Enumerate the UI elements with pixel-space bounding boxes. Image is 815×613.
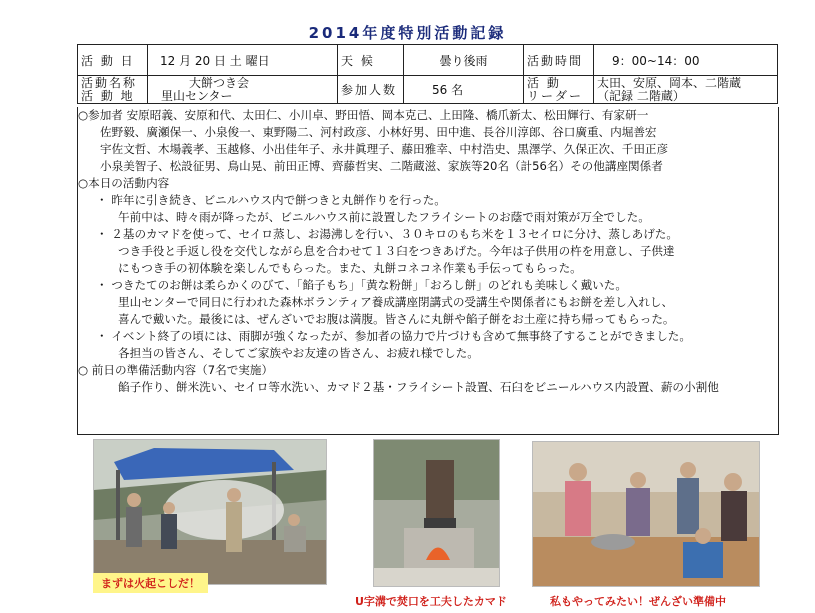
participants-line: 小泉美智子、松設征男、鳥山晃、前田正博、齊藤哲実、二階蔵滋、家族等20名（計56名）その他講座関係者 xyxy=(100,159,663,173)
page-title: 2014年度特別活動記録 xyxy=(308,24,507,42)
activity-line: ・ ２基のカマドを使って、セイロ蒸し、お湯沸しを行い、３０キロのもち米を１３セイロに分け、蒸しあげた。 xyxy=(96,227,678,241)
activity-name-values xyxy=(148,76,338,104)
caption-zenzai-preparation: 私もやってみたい！ぜんざい準備中 xyxy=(550,595,726,608)
leader-labels xyxy=(524,76,594,104)
weather-label: 天 候 xyxy=(338,45,404,76)
activity-line: にもつき手の初体験を楽しんでもらった。また、丸餅コネコネ作業も手伝ってもらった。 xyxy=(118,261,582,275)
participants-line: 宇佐文哲、木場義孝、玉越修、小出佳年子、永井眞理子、藤田雅幸、中村浩史、黒澤学、久保正次、千田正彦 xyxy=(100,142,669,156)
caption-kamado-stove: U字溝で焚口を工夫したカマド xyxy=(355,595,507,608)
time-value: 9：00~14：00 xyxy=(594,45,778,76)
activity-heading: ○本日の活動内容 xyxy=(78,176,170,190)
activity-line: ・ 昨年に引き続き、ビニルハウス内で餅つきと丸餅作りを行った。 xyxy=(96,193,446,207)
participants-line: 佐野毅、廣瀬保一、小泉俊一、東野陽二、河村政彦、小林好男、田中進、長谷川淳郎、谷口廣重、内堀善宏 xyxy=(100,125,657,139)
photo-kamado-stove xyxy=(373,439,500,587)
activity-line: ・ イベント終了の頃には、雨脚が強くなったが、参加者の協力で片づけも含めて無事終了することができました。 xyxy=(96,329,691,343)
activity-place-value: 里山センター xyxy=(161,88,233,103)
leader-label-bottom: リーダー xyxy=(527,88,584,103)
activity-name-labels xyxy=(78,76,148,104)
activity-line: 午前中は、時々雨が降ったが、ビニルハウス前に設置したフライシートのお蔭で雨対策が万全でした。 xyxy=(118,210,650,224)
activity-line: つき手役と手返し役を交代しながら息を合わせて１３臼をつきあげた。今年は子供用の杵を用意し、子供達 xyxy=(118,244,675,258)
time-label: 活動時間 xyxy=(524,45,594,76)
activity-line: 各担当の皆さん、そしてご家族やお友達の皆さん、お疲れ様でした。 xyxy=(118,346,479,360)
prep-heading: ○ 前日の準備活動内容（7名で実施） xyxy=(78,363,274,377)
photo-fire-starting xyxy=(93,439,327,585)
activity-line: 喜んで戴いた。最後には、ぜんざいでお腹は満腹。皆さんに丸餅や餡子餅をお土産に持ち帰ってもらった。 xyxy=(118,312,675,326)
leader-values xyxy=(594,76,778,104)
activity-report-body xyxy=(77,107,779,435)
date-label: 活 動 日 xyxy=(78,45,148,76)
photo-zenzai-preparation xyxy=(532,441,760,587)
prep-line: 餡子作り、餅米洗い、セイロ等水洗い、カマド２基・フライシート設置、石臼をビニールハウス内設置、薪の小割他 xyxy=(118,380,719,394)
activity-place-label: 活 動 地 xyxy=(81,88,135,103)
recorder-name: （記録 二階蔵） xyxy=(597,88,685,103)
activity-name-value: 大餅つき会 xyxy=(189,75,250,90)
weather-value: 曇り後雨 xyxy=(404,45,524,76)
participants-value: 56 名 xyxy=(404,76,524,104)
activity-info-table xyxy=(77,44,778,104)
activity-line: 里山センターで同日に行われた森林ボランティア養成講座閉講式の受講生や関係者にもお餅を差し入れし、 xyxy=(118,295,674,309)
photo-section xyxy=(77,436,777,613)
activity-name-label: 活動名称 xyxy=(81,75,138,90)
caption-fire-starting: まずは火起こしだ！ xyxy=(93,573,208,593)
participants-label: 参加人数 xyxy=(338,76,404,104)
leader-names: 太田、安原、岡本、二階蔵 xyxy=(597,75,742,90)
leader-label-top: 活 動 xyxy=(527,75,561,90)
activity-line: ・ つきたてのお餅は柔らかくのびて、「餡子もち」「黄な粉餅」「おろし餅」のどれも美味しく戴いた。 xyxy=(96,278,627,292)
date-value: 12 月 20 日 土 曜日 xyxy=(148,45,338,76)
participants-heading: ○参加者 安原昭義、安原和代、太田仁、小川卓、野田悟、岡本克己、上田隆、橋爪新太、松田輝行、有家研一 xyxy=(78,108,649,122)
